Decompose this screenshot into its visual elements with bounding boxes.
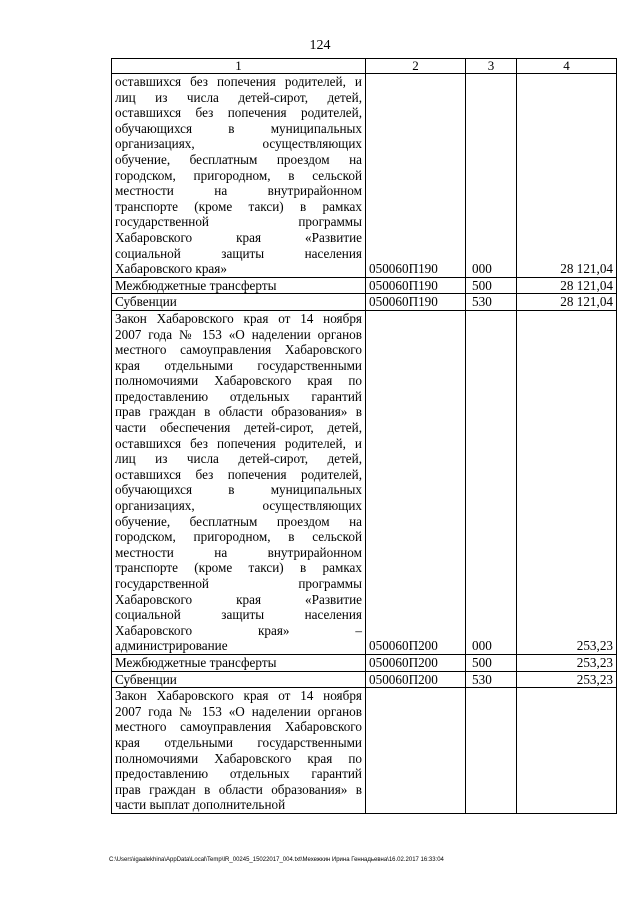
description-line: Межбюджетные трансферты: [115, 277, 277, 293]
amount-cell: [517, 688, 617, 814]
description-line: лиц из числа детей-сирот, детей,: [115, 451, 362, 467]
description-line: организациях, осуществляющих: [115, 498, 362, 514]
code-cell: 050060П200: [366, 654, 466, 671]
description-line: обучающихся в муниципальных: [115, 482, 362, 498]
table-row: [112, 74, 617, 278]
page-number: 124: [309, 38, 331, 53]
table-header-row: [112, 59, 617, 74]
description-line: социальной защиты населения: [115, 607, 362, 623]
amount-cell: 28 121,04: [517, 74, 617, 278]
header-cell: 1: [112, 59, 366, 74]
description-line: 2007 года № 153 «О наделении органов: [115, 703, 362, 719]
description-line: края отдельными государственными: [115, 734, 362, 750]
type-cell: 000: [466, 74, 517, 278]
header-cell: 4: [517, 59, 617, 74]
description-line: транспорте (кроме такси) в рамках: [115, 560, 362, 576]
table-row: [112, 654, 617, 671]
type-cell: 530: [466, 294, 517, 311]
description-line: местного самоуправления Хабаровского: [115, 342, 362, 358]
code-cell: 050060П190: [366, 294, 466, 311]
description-cell: [112, 277, 366, 294]
description-line: прав граждан в области образования» в: [115, 781, 362, 797]
description-line: организациях, осуществляющих: [115, 136, 362, 152]
description-line: части выплат дополнительной: [115, 797, 286, 813]
description-line: Субвенции: [115, 671, 177, 687]
description-line: Хабаровского края «Развитие: [115, 229, 362, 245]
description-cell: [112, 74, 366, 278]
description-line: края отдельными государственными: [115, 357, 362, 373]
description-line: Субвенции: [115, 294, 177, 310]
type-cell: 530: [466, 671, 517, 688]
code-cell: 050060П200: [366, 671, 466, 688]
description-line: Хабаровского края»: [115, 261, 227, 277]
description-line: 2007 года № 153 «О наделении органов: [115, 326, 362, 342]
description-line: администрирование: [115, 638, 228, 654]
type-cell: 500: [466, 654, 517, 671]
code-cell: [366, 688, 466, 814]
description-line: оставшихся без попечения родителей,: [115, 466, 362, 482]
type-cell: 000: [466, 310, 517, 654]
description-line: местности на внутрирайонном: [115, 544, 362, 560]
header-cell: 3: [466, 59, 517, 74]
table-row: [112, 294, 617, 311]
type-cell: [466, 688, 517, 814]
description-cell: [112, 310, 366, 654]
description-line: оставшихся без попечения родителей, и: [115, 74, 362, 89]
description-cell: [112, 671, 366, 688]
description-line: лиц из числа детей-сирот, детей,: [115, 89, 362, 105]
amount-cell: 28 121,04: [517, 277, 617, 294]
code-cell: 050060П200: [366, 310, 466, 654]
budget-table: [111, 58, 617, 814]
description-line: городском, пригородном, в сельской: [115, 529, 362, 545]
description-line: Закон Хабаровского края от 14 ноября: [115, 310, 362, 326]
description-line: обучающихся в муниципальных: [115, 120, 362, 136]
description-line: обучение, бесплатным проездом на: [115, 151, 362, 167]
description-line: части обеспечения детей-сирот, детей,: [115, 420, 362, 436]
description-line: прав граждан в области образования» в: [115, 404, 362, 420]
type-cell: 500: [466, 277, 517, 294]
description-line: предоставлению отдельных гарантий: [115, 388, 362, 404]
description-line: полномочиями Хабаровского края по: [115, 750, 362, 766]
description-line: транспорте (кроме такси) в рамках: [115, 198, 362, 214]
description-line: обучение, бесплатным проездом на: [115, 513, 362, 529]
description-line: местности на внутрирайонном: [115, 183, 362, 199]
description-line: оставшихся без попечения родителей, и: [115, 435, 362, 451]
description-line: Межбюджетные трансферты: [115, 654, 277, 670]
table-body: [112, 74, 617, 814]
description-line: местного самоуправления Хабаровского: [115, 719, 362, 735]
table-row: [112, 688, 617, 814]
code-cell: 050060П190: [366, 74, 466, 278]
description-line: предоставлению отдельных гарантий: [115, 766, 362, 782]
description-cell: [112, 294, 366, 311]
table-row: [112, 277, 617, 294]
description-line: Закон Хабаровского края от 14 ноября: [115, 688, 362, 704]
description-cell: [112, 688, 366, 814]
description-line: городском, пригородном, в сельской: [115, 167, 362, 183]
footer-file-path: C:\Users\igaalekhina\AppData\Local\Temp\IR_00245_15022017_004.txt\Мехежкин Ирина Геннадьевна\16.02.2017 16:33:04: [109, 857, 444, 863]
header-cell: 2: [366, 59, 466, 74]
description-line: социальной защиты населения: [115, 245, 362, 261]
description-line: полномочиями Хабаровского края по: [115, 373, 362, 389]
code-cell: 050060П190: [366, 277, 466, 294]
table-row: [112, 671, 617, 688]
amount-cell: 253,23: [517, 671, 617, 688]
amount-cell: 253,23: [517, 310, 617, 654]
description-cell: [112, 654, 366, 671]
description-line: Хабаровского края «Развитие: [115, 591, 362, 607]
description-line: Хабаровского края» –: [115, 622, 362, 638]
description-line: оставшихся без попечения родителей,: [115, 105, 362, 121]
amount-cell: 253,23: [517, 654, 617, 671]
table-row: [112, 310, 617, 654]
description-line: государственной программы: [115, 214, 362, 230]
description-line: государственной программы: [115, 576, 362, 591]
amount-cell: 28 121,04: [517, 294, 617, 311]
